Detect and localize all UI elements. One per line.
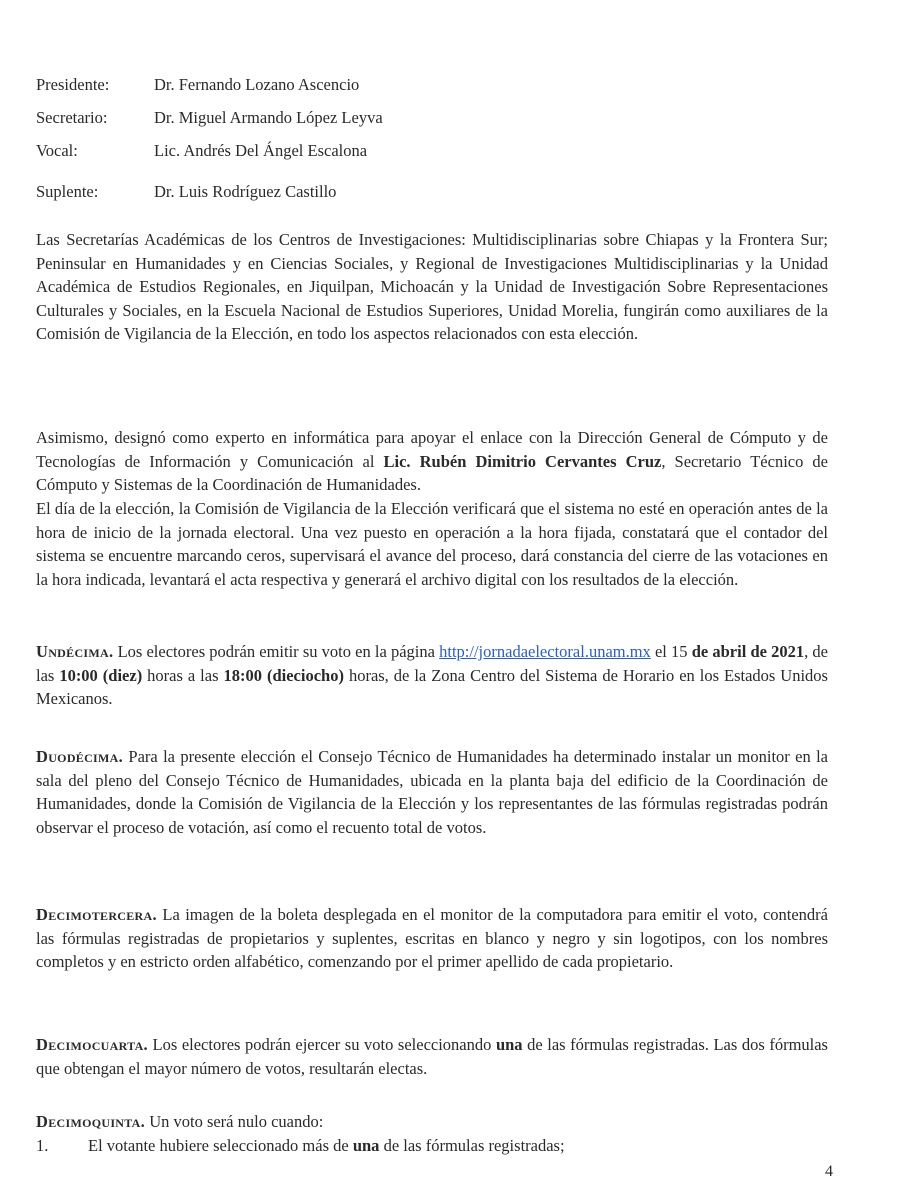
committee-role: Secretario: — [36, 107, 108, 127]
clause-text: Los electores podrán ejercer su voto seleccionando — [147, 1035, 496, 1054]
committee-name: Dr. Luis Rodríguez Castillo — [154, 181, 337, 201]
clause-text: Un voto será nulo cuando: — [145, 1112, 324, 1131]
clause-heading: Decimoquinta. — [36, 1112, 146, 1131]
paragraph-dia-eleccion: El día de la elección, la Comisión de Vigilancia de la Elección verificará que el sistema no esté en operación antes de la hora de inicio de la jornada electoral. Una vez puesto en operación a la hora fijada, constatará que el contador del sistema se encuentre marcando ceros, supervisará el avance del proceso, dará constancia del cierre de las votaciones en la hora indicada, levantará el acta respectiva y generará el archivo digital con los resultados de la elección. — [36, 499, 828, 589]
clause-text: de las fórmulas registradas; — [379, 1135, 565, 1155]
clause-text: horas, de la Zona Centro del Sistema de Horario en los Estados Unidos Mexicanos. — [36, 665, 828, 708]
start-time: 10:00 (diez) — [59, 665, 143, 685]
list-number: 1. — [36, 1135, 49, 1155]
paragraph-text: Asimismo, designó como experto en informática para apoyar el enlace con la Dirección General de Cómputo y de Tecnologías de Información y Comunicación al — [36, 428, 828, 471]
committee-role: Vocal: — [36, 140, 78, 160]
committee-name: Lic. Andrés Del Ángel Escalona — [154, 140, 368, 160]
clause-decimotercera — [36, 903, 828, 974]
clause-heading: Decimocuarta. — [36, 1035, 148, 1054]
committee-name: Dr. Miguel Armando López Leyva — [154, 107, 383, 127]
paragraph-experto — [36, 426, 828, 497]
committee-row-presidente — [36, 68, 636, 101]
committee-role: Suplente: — [36, 181, 99, 201]
committee-name: Dr. Fernando Lozano Ascencio — [154, 74, 360, 94]
clause-text: Para la presente elección el Consejo Técnico de Humanidades ha determinado instalar un monitor en la sala del pleno del Consejo Técnico de Humanidades, ubicada en la planta baja del edificio de la Coordinación de Humanidades, donde la Comisión de Vigilancia de la Elección y los representantes de las fórmulas registradas podrán observar el proceso de votación, así como el recuento total de votos. — [36, 747, 828, 837]
clause-undecima — [36, 640, 828, 711]
clause-text: La imagen de la boleta desplegada en el monitor de la computadora para emitir el voto, contendrá las fórmulas registradas de propietarios y suplentes, escritas en blanco y negro y sin logotipos, con los nombres completos y en estricto orden alfabético, comenzando por el primer apellido de cada propietario. — [36, 905, 828, 971]
clause-text: de las fórmulas registradas. Las dos fórmulas que obtengan el mayor número de votos, resultarán electas. — [36, 1035, 828, 1078]
committee-row-secretario — [36, 101, 636, 134]
clause-text: Los electores podrán emitir su voto en la página — [113, 642, 440, 661]
clause-decimoquinta — [36, 1110, 828, 1157]
clause-heading: Decimotercera. — [36, 905, 157, 924]
list-text — [88, 1134, 565, 1158]
clause-text: , de las — [36, 642, 829, 685]
list-item — [36, 1134, 828, 1158]
committee-list — [36, 68, 636, 208]
committee-role: Presidente: — [36, 74, 110, 94]
committee-row-suplente — [36, 175, 636, 208]
clause-text: El votante hubiere seleccionado más de — [88, 1135, 353, 1155]
page-number: 4 — [825, 1163, 833, 1180]
clause-text: horas a las — [142, 665, 224, 685]
expert-name: Lic. Rubén Dimitrio Cervantes Cruz — [383, 451, 662, 471]
paragraph-secretarias: Las Secretarías Académicas de los Centros de Investigaciones: Multidisciplinarias sobre Chiapas y la Frontera Sur; Peninsular en Humanidades y en Ciencias Sociales, y Regional de Investigaciones Multidisciplinarias y la Unidad Académica de Estudios Regionales, en Jiquilpan, Michoacán y la Unidad de Investigación Sobre Representaciones Culturales y Sociales, en la Escuela Nacional de Estudios Superiores, Unidad Morelia, fungirán como auxiliares de la Comisión de Vigilancia de la Elección, en todo los aspectos relacionados con esta elección. — [36, 230, 828, 343]
clause-heading: Undécima. — [36, 642, 114, 661]
committee-row-vocal — [36, 134, 636, 167]
end-time: 18:00 (dieciocho) — [223, 665, 344, 685]
clause-heading: Duodécima. — [36, 747, 124, 766]
clause-text: el 15 — [650, 642, 692, 661]
paragraph-text: , Secretario Técnico de Cómputo y Sistemas de la Coordinación de Humanidades. — [36, 451, 829, 494]
emphasis-una: una — [495, 1035, 523, 1054]
voting-site-link[interactable]: http://jornadaelectoral.unam.mx — [439, 642, 651, 661]
clause-decimocuarta — [36, 1033, 828, 1080]
emphasis-una: una — [352, 1135, 380, 1155]
election-date: de abril de 2021 — [691, 642, 805, 661]
clause-duodecima — [36, 745, 828, 839]
